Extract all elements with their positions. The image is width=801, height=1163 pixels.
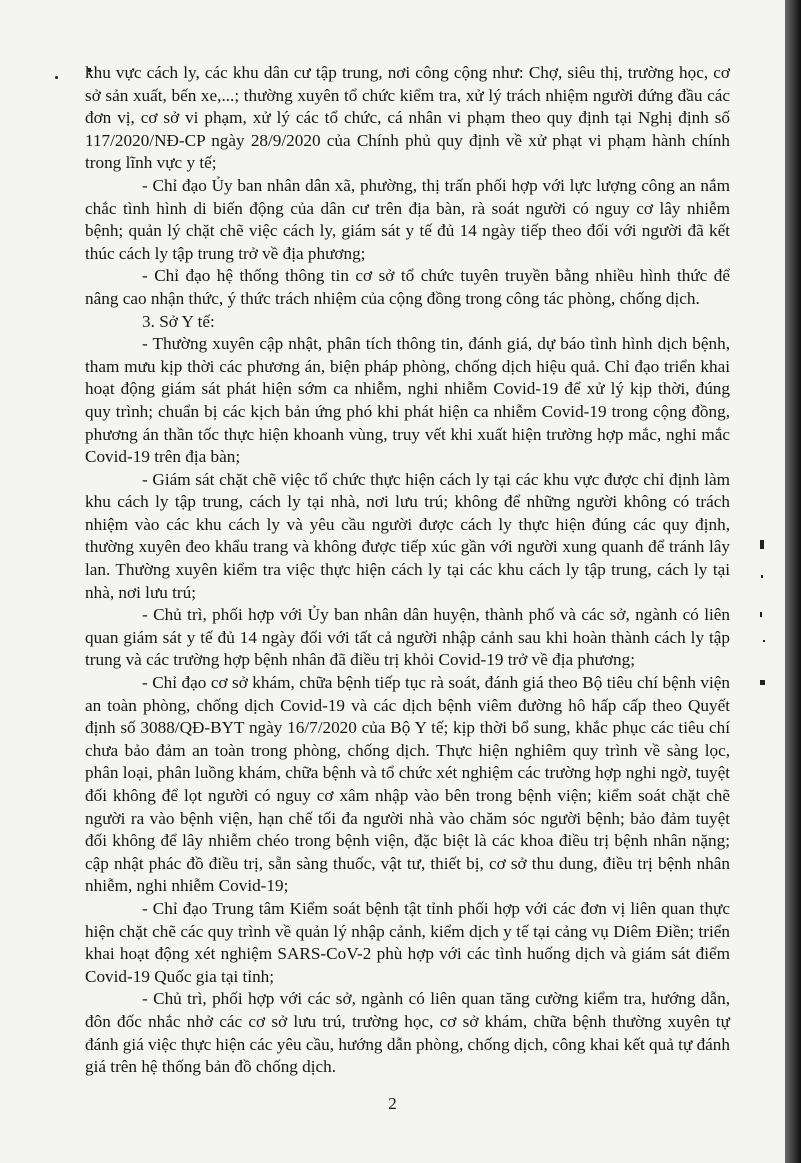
paragraph-health-monitoring: - Chủ trì, phối hợp với Ủy ban nhân dân huyện, thành phố và các sở, ngành có liên quan giám sát y tế đủ 14 ngày đối với tất cả người nhập cảnh sau khi hoàn thành cách ly tập trung và các trường hợp bệnh nhân đã điều trị khỏi Covid-19 trở về địa phương; bbox=[85, 605, 730, 670]
paragraph-information-system: - Chỉ đạo hệ thống thông tin cơ sở tổ chức tuyên truyền bằng nhiều hình thức để nâng cao nhận thức, ý thức trách nhiệm của cộng đồng trong công tác phòng, chống dịch. bbox=[85, 266, 730, 308]
section-heading-health-department: 3. Sở Y tế: bbox=[142, 311, 215, 331]
document-body bbox=[85, 62, 730, 1079]
paragraph-continuation: khu vực cách ly, các khu dân cư tập trung, nơi công cộng như: Chợ, siêu thị, trường học, cơ sở sản xuất, bến xe,...; thường xuyên tổ chức kiểm tra, xử lý trách nhiệm người đứng đầu các đơn vị, cơ sở vi phạm, xử lý các tổ chức, cá nhân vi phạm theo quy định tại Nghị định số 117/2020/NĐ-CP ngày 28/9/2020 của Chính phủ quy định về xử phạt vi phạm hành chính trong lĩnh vực y tế; bbox=[85, 63, 730, 173]
scan-speck bbox=[763, 640, 765, 642]
scan-speck bbox=[760, 540, 764, 549]
paragraph-inspection: - Chủ trì, phối hợp với các sở, ngành có liên quan tăng cường kiểm tra, hướng dẫn, đôn đốc nhắc nhở các cơ sở lưu trú, trường học, cơ sở khám, chữa bệnh thường xuyên tự đánh giá việc thực hiện các yêu cầu, hướng dẫn phòng, chống dịch, công khai kết quả tự đánh giá trên hệ thống bản đồ chống dịch. bbox=[85, 989, 730, 1077]
scan-edge-shadow bbox=[785, 0, 801, 1163]
paragraph-quarantine-supervision: - Giám sát chặt chẽ việc tổ chức thực hiện cách ly tại các khu vực được chỉ định làm khu cách ly tập trung, cách ly tại nhà, nơi lưu trú; không để những người không có trách nhiệm vào các khu cách ly và yêu cầu người được cách ly thực hiện đúng các quy định, thường xuyên đeo khẩu trang và không được tiếp xúc gần với người xung quanh để tránh lây lan. Thường xuyên kiểm tra việc thực hiện cách ly tại các khu cách ly tập trung, cách ly tại nhà, nơi lưu trú; bbox=[85, 469, 730, 602]
scan-speck bbox=[760, 680, 765, 685]
paragraph-commune-directive: - Chỉ đạo Ủy ban nhân dân xã, phường, thị trấn phối hợp với lực lượng công an nắm chắc tình hình di biến động của dân cư trên địa bàn, rà soát người có nguy cơ lây nhiễm bệnh; quản lý chặt chẽ việc cách ly, giám sát y tế đủ 14 ngày tiếp theo đối với người đã kết thúc cách ly tập trung trở về địa phương; bbox=[85, 175, 730, 263]
scan-speck bbox=[55, 76, 58, 79]
paragraph-cdc-directive: - Chỉ đạo Trung tâm Kiểm soát bệnh tật tỉnh phối hợp với các đơn vị liên quan thực hiện chặt chẽ các quy trình về quản lý nhập cảnh, kiểm dịch y tế tại cảng vụ Diêm Điền; triển khai hoạt động xét nghiệm SARS-CoV-2 phù hợp với các tình huống dịch và giám sát điểm Covid-19 Quốc gia tại tỉnh; bbox=[85, 898, 730, 986]
scan-speck bbox=[761, 575, 763, 578]
page-number: 2 bbox=[388, 1094, 397, 1113]
paragraph-hospital-safety: - Chỉ đạo cơ sở khám, chữa bệnh tiếp tục rà soát, đánh giá theo Bộ tiêu chí bệnh viện an toàn phòng, chống dịch Covid-19 và các dịch bệnh viêm đường hô hấp cấp theo Quyết định số 3088/QĐ-BYT ngày 16/7/2020 của Bộ Y tế; kịp thời bổ sung, khắc phục các tiêu chí chưa bảo đảm an toàn trong phòng, chống dịch. Thực hiện nghiêm quy trình về sàng lọc, phân loại, phân luồng khám, chữa bệnh và tổ chức xét nghiệm các trường hợp nghi ngờ, tuyệt đối không để lọt người có nguy cơ xâm nhập vào bên trong bệnh viện; kiểm soát chặt chẽ người ra vào bệnh viện, hạn chế tối đa người nhà vào chăm sóc người bệnh; bảo đảm tuyệt đối không để lây nhiễm chéo trong bệnh viện, đặc biệt là các khoa điều trị bệnh nhân nặng; cập nhật phác đồ điều trị, sẵn sàng thuốc, vật tư, thiết bị, cơ sở thu dung, điều trị bệnh nhân nhiễm, nghi nhiễm Covid-19; bbox=[85, 673, 730, 896]
paragraph-update-analysis: - Thường xuyên cập nhật, phân tích thông tin, đánh giá, dự báo tình hình dịch bệnh, tham mưu kịp thời các phương án, biện pháp phòng, chống dịch hiệu quả. Chỉ đạo triển khai hoạt động giám sát phát hiện sớm ca nhiễm, nghi nhiễm Covid-19 để xử lý kịp thời, đúng quy trình; chuẩn bị các kịch bản ứng phó khi phát hiện ca nhiễm Covid-19 trong cộng đồng, phương án thần tốc thực hiện khoanh vùng, truy vết khi xuất hiện trường hợp mắc, nghi mắc Covid-19 trên địa bàn; bbox=[85, 334, 730, 467]
scan-speck bbox=[760, 612, 762, 617]
